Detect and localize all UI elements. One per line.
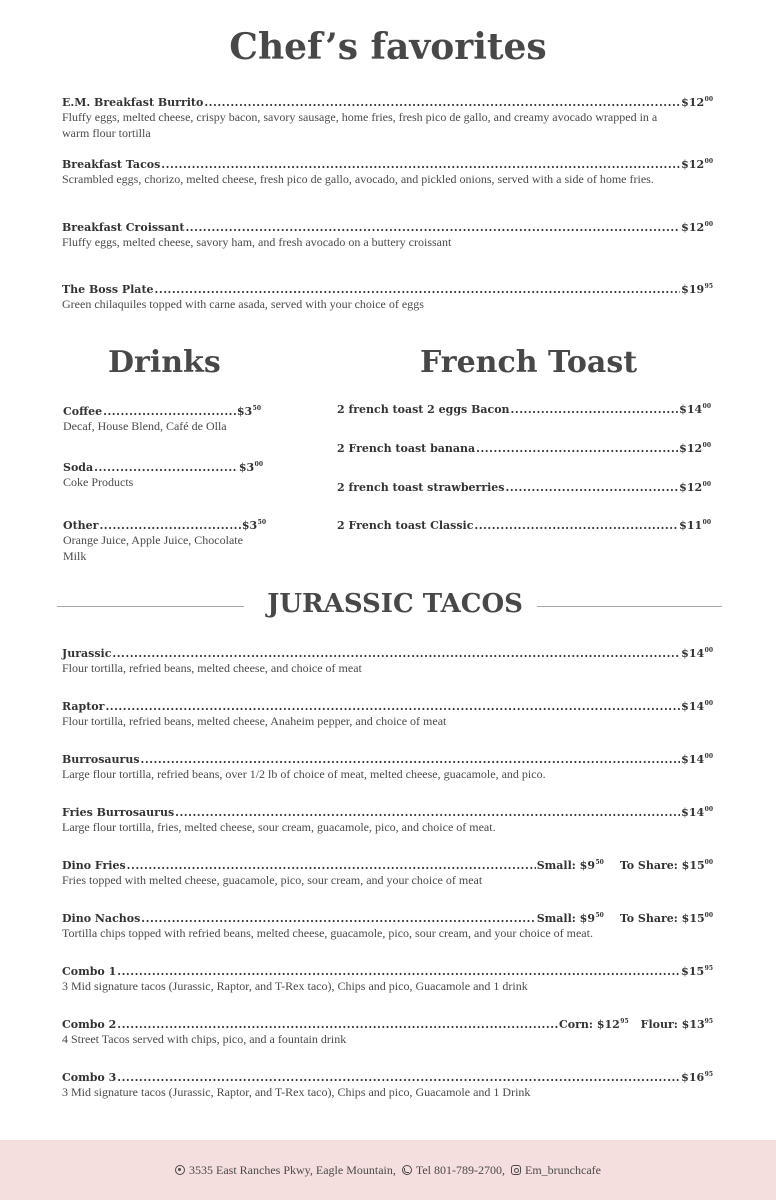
menu-item <box>337 477 711 493</box>
item-price: $\$14^{00}$ <box>681 753 713 766</box>
menu-item <box>337 515 711 531</box>
divider-right <box>537 606 722 607</box>
footer-instagram[interactable]: Em_brunchcafe <box>525 1162 601 1177</box>
menu-item <box>62 961 713 994</box>
item-price: $\$11^{00}$ <box>679 519 711 532</box>
menu-item <box>62 154 713 187</box>
menu-item <box>62 908 713 941</box>
menu-item <box>62 279 713 312</box>
item-name: Breakfast Croissant <box>62 221 185 234</box>
item-description: 3 Mid signature tacos (Jurassic, Raptor, and T-Rex taco), Chips and pico, Guacamole and 1 drink <box>62 979 528 993</box>
item-price-share: To Share: $\$15^{00}$ <box>619 912 713 925</box>
item-price: $\$14^{00}$ <box>681 806 713 819</box>
item-description: Fluffy eggs, melted cheese, crispy bacon, savory sausage, home fries, fresh pico de gallo, and creamy avocado wrapped in a warm flour tortilla <box>62 110 658 140</box>
footer <box>0 1140 776 1200</box>
menu-item <box>62 1067 713 1100</box>
item-description: 4 Street Tacos served with chips, pico, and a fountain drink <box>62 1032 347 1046</box>
menu-item <box>62 1014 713 1047</box>
item-name: Coffee <box>63 405 103 418</box>
chefs-favorites-title: Chef’s favorites <box>229 26 547 68</box>
item-price: $\$12^{00}$ <box>681 96 713 109</box>
item-price: $\$19^{95}$ <box>681 283 713 296</box>
item-description: Fries topped with melted cheese, guacamole, pico, sour cream, and your choice of meat <box>62 873 483 887</box>
item-name: Dino Fries <box>62 859 126 872</box>
item-name: The Boss Plate <box>62 283 154 296</box>
item-price: Small: $\$9^{50}$ <box>536 859 604 872</box>
item-description: Decaf, House Blend, Café de Olla <box>63 419 227 433</box>
item-price: $\$12^{00}$ <box>681 158 713 171</box>
item-description: Tortilla chips topped with refried beans, melted cheese, guacamole, pico, sour cream, and your choice of meat. <box>62 926 593 940</box>
item-price: $\$12^{00}$ <box>679 442 711 455</box>
item-price-share: To Share: $\$15^{00}$ <box>619 859 713 872</box>
item-price: $\$12^{00}$ <box>681 221 713 234</box>
item-description: Scrambled eggs, chorizo, melted cheese, fresh pico de gallo, avocado, and pickled onions, served with a side of home fries. <box>62 172 654 186</box>
item-price: $\$14^{00}$ <box>681 700 713 713</box>
item-price: $\$14^{00}$ <box>681 647 713 660</box>
item-description: Orange Juice, Apple Juice, Chocolate Milk <box>63 533 243 563</box>
item-price: $\$3^{50}$ <box>241 519 266 532</box>
item-price: $\$14^{00}$ <box>679 403 711 416</box>
item-name: Breakfast Tacos <box>62 158 161 171</box>
menu-item <box>62 217 713 250</box>
item-description: Large flour tortilla, refried beans, over 1/2 lb of choice of meat, melted cheese, guacamole, and pico. <box>62 767 546 781</box>
divider-left <box>57 606 244 607</box>
menu-item <box>337 399 711 415</box>
item-price: Corn: $\$12^{95}$ <box>559 1018 629 1031</box>
item-name: Fries Burrosaurus <box>62 806 175 819</box>
item-price: Small: $\$9^{50}$ <box>536 912 604 925</box>
item-description: Large flour tortilla, fries, melted cheese, sour cream, guacamole, pico, and choice of meat. <box>62 820 496 834</box>
item-description: Flour tortilla, refried beans, melted cheese, Anaheim pepper, and choice of meat <box>62 714 447 728</box>
footer-phone[interactable]: Tel 801-789-2700, <box>415 1162 506 1177</box>
french-toast-title: French Toast <box>420 345 638 380</box>
phone-icon <box>402 1165 412 1175</box>
item-name: Other <box>63 519 99 532</box>
menu-item <box>62 855 713 888</box>
item-description: Fluffy eggs, melted cheese, savory ham, and fresh avocado on a buttery croissant <box>62 235 452 249</box>
item-price: $\$3^{50}$ <box>236 405 261 418</box>
item-price: $\$12^{00}$ <box>679 481 711 494</box>
item-name: Burrosaurus <box>62 753 140 766</box>
menu-item <box>63 515 266 564</box>
menu-item <box>62 92 713 141</box>
item-name: Soda <box>63 461 94 474</box>
menu-item <box>63 401 261 434</box>
menu-item <box>62 696 713 729</box>
item-name: 2 French toast banana <box>337 442 476 455</box>
menu-item <box>62 643 713 676</box>
item-name: Combo 1 <box>62 965 117 978</box>
item-name: 2 French toast Classic <box>337 519 474 532</box>
footer-address: 3535 East Ranches Pkwy, Eagle Mountain, <box>189 1162 396 1177</box>
item-name: Jurassic <box>62 647 112 660</box>
drinks-title: Drinks <box>108 345 221 380</box>
instagram-icon <box>511 1165 521 1175</box>
item-price-flour: Flour: $\$13^{95}$ <box>640 1018 713 1031</box>
item-description: Green chilaquiles topped with carne asada, served with your choice of eggs <box>62 297 424 311</box>
item-description: Flour tortilla, refried beans, melted cheese, and choice of meat <box>62 661 362 675</box>
map-pin-icon <box>175 1165 185 1175</box>
item-price: $\$3^{00}$ <box>238 461 263 474</box>
menu-item <box>62 749 713 782</box>
item-description: Coke Products <box>63 475 134 489</box>
item-name: Dino Nachos <box>62 912 141 925</box>
item-name: Combo 2 <box>62 1018 117 1031</box>
item-price: $\$15^{95}$ <box>681 965 713 978</box>
item-description: 3 Mid signature tacos (Jurassic, Raptor, and T-Rex taco), Chips and pico, Guacamole and 1 Drink <box>62 1085 531 1099</box>
menu-item <box>62 802 713 835</box>
item-name: Raptor <box>62 700 105 713</box>
item-name: 2 french toast strawberries <box>337 481 505 494</box>
item-name: E.M. Breakfast Burrito <box>62 96 204 109</box>
menu-item <box>63 457 263 490</box>
item-name: 2 french toast 2 eggs Bacon <box>337 403 510 416</box>
jurassic-tacos-title: JURASSIC TACOS <box>267 589 523 619</box>
item-name: Combo 3 <box>62 1071 117 1084</box>
item-price: $\$16^{95}$ <box>681 1071 713 1084</box>
menu-item <box>337 438 711 454</box>
